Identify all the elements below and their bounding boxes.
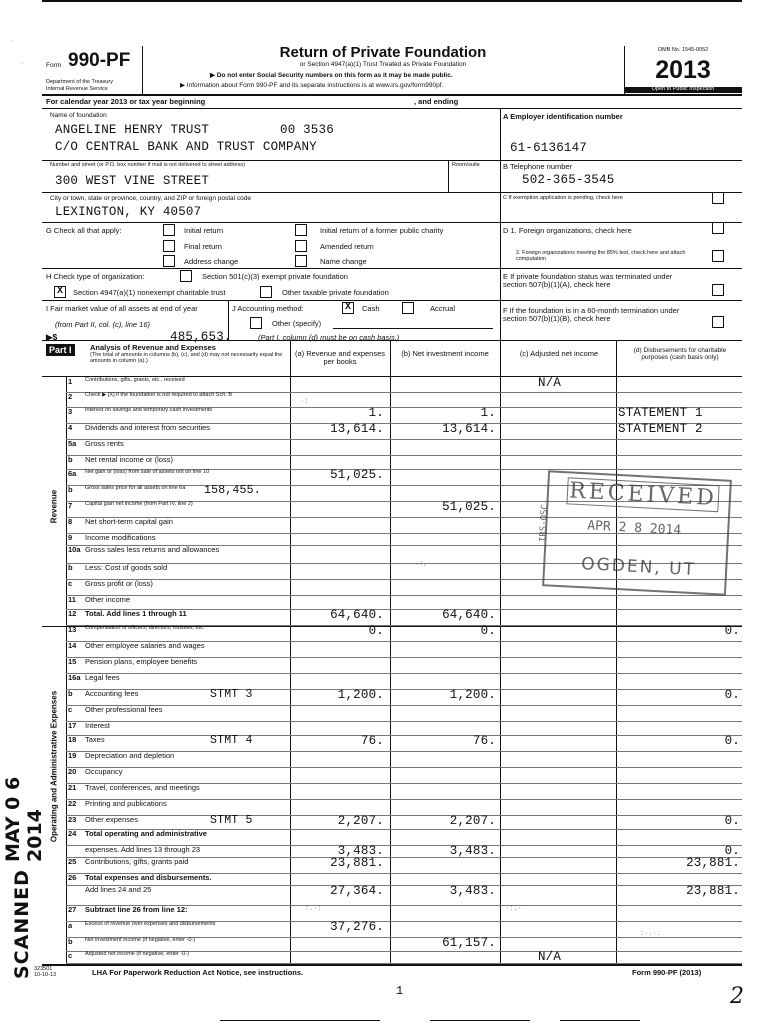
line-label: Interest on savings and temporary cash investments [85, 407, 213, 413]
line-label: Dividends and interest from securities [85, 423, 211, 432]
col-b-value: 76. [472, 734, 496, 748]
col-b-value: 13,614. [442, 422, 496, 436]
line-label: Adjusted net income (if negative, enter -0-) [85, 951, 189, 957]
col-a-value: 13,614. [330, 422, 384, 436]
col-a-value: 3,483. [337, 844, 384, 858]
f-checkbox[interactable] [712, 316, 724, 328]
line-number: b [68, 689, 73, 698]
line-number: 13 [68, 625, 77, 634]
initial-return-label: Initial return [184, 226, 224, 235]
line-label: Subtract line 26 from line 12: [85, 905, 188, 914]
part1-tag: Part I [46, 344, 75, 356]
col-a-value: 2,207. [337, 814, 384, 828]
received-stamp-city: OGDEN, UT [580, 554, 697, 581]
col-b-value: 1,200. [449, 688, 496, 702]
line-number: 1 [68, 377, 73, 386]
line-label: Net rental income or (loss) [85, 455, 173, 464]
h-4947-checkbox[interactable]: X [54, 286, 66, 298]
h-label: H Check type of organization: [46, 272, 145, 281]
line-number: 5a [68, 439, 77, 448]
col-b-header: (b) Net investment income [401, 349, 489, 358]
phone-value: 502-365-3545 [522, 173, 615, 187]
ein-value: 61-6136147 [510, 141, 588, 155]
line-number: 26 [68, 873, 77, 882]
initial-former-checkbox[interactable] [295, 224, 307, 236]
line-label: Accounting fees [85, 689, 139, 698]
line-label: Taxes [85, 735, 105, 744]
line-number: 12 [68, 609, 77, 618]
scan-speck: · [10, 38, 15, 46]
name-change-label: Name change [320, 257, 367, 266]
scanned-date: MAY 0 6 2014 [2, 776, 46, 862]
col-a-value: 23,881. [330, 856, 384, 870]
revenue-side-label: Revenue [49, 489, 59, 524]
room-label: Room/suite [452, 162, 480, 168]
initial-return-checkbox[interactable] [163, 224, 175, 236]
col-b-value: 1. [480, 406, 496, 420]
line-number: 8 [68, 517, 73, 526]
col-b-value: 0. [480, 624, 496, 638]
col-d-value: 0. [724, 734, 740, 748]
form-footer-ref: Form 990-PF (2013) [632, 968, 702, 977]
j-other-checkbox[interactable] [250, 317, 262, 329]
col-b-value: 2,207. [449, 814, 496, 828]
col-b-value: 61,157. [442, 936, 496, 950]
line-number: 27 [68, 905, 77, 914]
form-label: Form [46, 62, 62, 69]
foundation-name-1: ANGELINE HENRY TRUST [55, 123, 210, 137]
line-number: 7 [68, 501, 73, 510]
initial-former-label: Initial return of a former public charity [320, 226, 444, 235]
col-d-value: STATEMENT 2 [618, 422, 703, 436]
street-address: 300 WEST VINE STREET [55, 174, 210, 188]
line-number: 2 [68, 392, 73, 401]
dept-line2: Internal Revenue Service [46, 86, 108, 92]
line-number: b [68, 455, 73, 464]
col-c-value: N/A [538, 376, 562, 390]
h-501c3-label: Section 501(c)(3) exempt private foundation [202, 272, 348, 281]
col-a-value: 64,640. [330, 608, 384, 622]
h-other-checkbox[interactable] [260, 286, 272, 298]
d1-label: D 1. Foreign organizations, check here [503, 226, 632, 235]
line-label: Gross sales price for all assets on line 6a [85, 485, 186, 491]
col-a-value: 27,364. [330, 884, 384, 898]
received-stamp-title: RECEIVED [566, 477, 719, 512]
d2-label: 2. Foreign organizations meeting the 85% test, check here and attach computation [516, 250, 686, 262]
col-d-value: 0. [724, 844, 740, 858]
line-number: 24 [68, 829, 77, 838]
line-label: Net short-term capital gain [85, 517, 173, 526]
i-label: I Fair market value of all assets at end of year [46, 304, 198, 313]
line-label: Other income [85, 595, 131, 604]
line-label: Travel, conferences, and meetings [85, 783, 200, 792]
line-number: 19 [68, 751, 77, 760]
line-number: 25 [68, 857, 77, 866]
ssn-note: ▶ Do not enter Social Security numbers on this form as it may be made public. [210, 72, 453, 79]
line-label: Other expenses [85, 815, 138, 824]
received-stamp-date: APR 2 8 2014 [586, 518, 682, 539]
h-501c3-checkbox[interactable] [180, 270, 192, 282]
address-change-label: Address change [184, 257, 239, 266]
form-subtitle: or Section 4947(a)(1) Trust Treated as Private Foundation [299, 61, 467, 68]
j-cash-label: Cash [362, 304, 380, 313]
foundation-name-1b: 00 3536 [280, 123, 334, 137]
line-label: Occupancy [85, 767, 123, 776]
line-number: 16a [68, 673, 81, 682]
scan-speck: :.·: [305, 905, 322, 913]
line-number: c [68, 951, 73, 960]
scan-speck: ·:.· [505, 905, 522, 913]
footer-code: 323501 10-10-13 [34, 966, 57, 978]
col-c-header: (c) Adjusted net income [519, 349, 599, 358]
form-number: 990-PF [68, 50, 131, 71]
col-d-value: 23,881. [686, 884, 740, 898]
line-number: c [68, 705, 73, 714]
j-other-label: Other (specify) [272, 319, 322, 328]
j-cash-checkbox[interactable]: X [342, 302, 354, 314]
col-b-value: 51,025. [442, 500, 496, 514]
line-label: Net investment income (if negative, enter -0-) [85, 937, 196, 943]
col-d-value: 0. [724, 688, 740, 702]
j-accrual-checkbox[interactable] [402, 302, 414, 314]
exemption-checkbox[interactable] [712, 192, 724, 204]
line-label: Contributions, gifts, grants paid [85, 857, 189, 866]
line-label: Gross profit or (loss) [85, 579, 153, 588]
line-label: Check ▶ [X] if the foundation is not required to attach Sch. B [85, 392, 233, 398]
address-change-checkbox[interactable] [163, 255, 175, 267]
line-number: 18 [68, 735, 77, 744]
line-number: 9 [68, 533, 73, 542]
scan-speck: · [20, 60, 25, 68]
line-label: Net gain or (loss) from sale of assets not on line 10 [85, 469, 210, 475]
line-label: Other employee salaries and wages [85, 641, 205, 650]
col-d-value: 0. [724, 624, 740, 638]
page-number: 1 [396, 984, 404, 998]
col-b-value: 64,640. [442, 608, 496, 622]
line-label: Total. Add lines 1 through 11 [85, 609, 187, 618]
tax-year: 2013 [655, 56, 711, 84]
line-label: Printing and publications [85, 799, 167, 808]
line-statement-ref: 158,455. [204, 484, 261, 497]
line-number: 6a [68, 469, 77, 478]
city-label: City or town, state or province, country, and ZIP or foreign postal code [50, 195, 251, 202]
line-label: Compensation of officers, directors, trustees, etc. [85, 625, 205, 631]
col-a-value: 37,276. [330, 920, 384, 934]
received-stamp-code: IRS-OSC [538, 503, 551, 543]
line-number: 22 [68, 799, 77, 808]
col-d-header: (d) Disbursements for charitable purposes (cash basis only) [633, 347, 727, 362]
amended-return-label: Amended return [320, 242, 374, 251]
g-label: G Check all that apply: [46, 226, 122, 235]
scanned-word: SCANNED [11, 869, 33, 979]
line-label: Less: Cost of goods sold [85, 563, 168, 572]
line-number: 20 [68, 767, 77, 776]
j-label: J Accounting method: [232, 304, 304, 313]
line-label: Income modifications [85, 533, 156, 542]
info-note: ▶ Information about Form 990-PF and its separate instructions is at www.irs.gov/form990pf. [180, 82, 444, 89]
col-d-value: STATEMENT 1 [618, 406, 703, 420]
col-a-value: 1. [368, 406, 384, 420]
d2-checkbox[interactable] [712, 250, 724, 262]
col-b-value: 3,483. [449, 884, 496, 898]
i-sub: (from Part II, col. (c), line 16) [55, 320, 151, 329]
h-other-label: Other taxable private foundation [282, 288, 389, 297]
line-label: Gross rents [85, 439, 124, 448]
d1-checkbox[interactable] [712, 222, 724, 234]
line-number: 23 [68, 815, 77, 824]
j-accrual-label: Accrual [430, 304, 456, 313]
line-statement-ref: STMT 3 [210, 688, 253, 701]
omb-number: OMB No. 1545-0052 [657, 47, 709, 53]
line-number: 4 [68, 423, 73, 432]
line-statement-ref: STMT 5 [210, 814, 253, 827]
col-d-value: 0. [724, 814, 740, 828]
name-label: Name of foundation [50, 112, 107, 119]
line-label: Interest [85, 721, 111, 730]
line-number: 3 [68, 407, 73, 416]
j-note: (Part I, column (d) must be on cash basis.) [258, 333, 400, 342]
line-number: 11 [68, 595, 76, 604]
e-label: E If private foundation status was terminated under section 507(b)(1)(A), check here [503, 272, 673, 290]
street-label: Number and street (or P.O. box number if mail is not delivered to street address) [50, 162, 245, 168]
line-number: c [68, 579, 73, 588]
part1-heading-sub: (The total of amounts in columns (b), (c), and (d) may not necessarily equal the amounts in column (a).) [90, 352, 283, 364]
e-checkbox[interactable] [712, 284, 724, 296]
line-label: Depreciation and depletion [85, 751, 175, 760]
line-label: Contributions, gifts, grants, etc., received [85, 377, 185, 383]
line-number: a [68, 921, 73, 930]
col-a-value: 76. [360, 734, 384, 748]
calendar-year: For calendar year 2013 or tax year beginning [46, 97, 206, 106]
dept-line1: Department of the Treasury [46, 79, 113, 85]
line-label: Add lines 24 and 25 [85, 885, 152, 894]
line-number: b [68, 937, 73, 946]
part1-heading: Analysis of Revenue and Expenses [90, 343, 216, 352]
line-number: 10a [68, 545, 81, 554]
final-return-label: Final return [184, 242, 222, 251]
expenses-side-label: Operating and Administrative Expenses [49, 690, 59, 843]
line-label: Excess of revenue over expenses and disbursements [85, 921, 216, 927]
line-number: 15 [68, 657, 77, 666]
line-label: Other professional fees [85, 705, 163, 714]
scan-speck: .:, [415, 560, 428, 568]
line-number: b [68, 563, 73, 572]
h-4947-label: Section 4947(a)(1) nonexempt charitable trust [73, 288, 226, 297]
scan-speck: ·: [300, 398, 309, 406]
f-label: F If the foundation is in a 60-month termination under section 507(b)(1)(B), check here [503, 306, 680, 324]
line-number: 17 [68, 721, 77, 730]
i-fmv-value: 485,653. [170, 330, 232, 344]
line-statement-ref: STMT 4 [210, 734, 253, 747]
col-d-value: 23,881. [686, 856, 740, 870]
handwritten-number: 2 [730, 984, 744, 1009]
scan-speck: :·.·: [640, 930, 662, 938]
final-return-checkbox[interactable] [163, 240, 175, 252]
form-title: Return of Private Foundation [279, 44, 487, 61]
line-number: b [68, 485, 73, 494]
paperwork-notice: LHA For Paperwork Reduction Act Notice, see instructions. [92, 968, 304, 977]
public-inspection: Open to Public Inspection [624, 87, 742, 93]
phone-label: B Telephone number [503, 162, 573, 171]
name-change-checkbox[interactable] [295, 255, 307, 267]
line-number: 14 [68, 641, 77, 650]
exemption-label: C If exemption application is pending, check here [503, 195, 623, 201]
line-number: 21 [68, 783, 77, 792]
line-label: Pension plans, employee benefits [85, 657, 198, 666]
section-divider [42, 626, 742, 627]
col-c-value: N/A [538, 950, 562, 964]
line-label: Total expenses and disbursements. [85, 873, 212, 882]
col-a-value: 1,200. [337, 688, 384, 702]
and-ending: , and ending [414, 97, 459, 106]
city-state-zip: LEXINGTON, KY 40507 [55, 205, 202, 219]
line-label: expenses. Add lines 13 through 23 [85, 845, 201, 854]
amended-return-checkbox[interactable] [295, 240, 307, 252]
foundation-name-2: C/O CENTRAL BANK AND TRUST COMPANY [55, 140, 317, 154]
col-a-value: 0. [368, 624, 384, 638]
line-label: Legal fees [85, 673, 120, 682]
col-a-value: 51,025. [330, 468, 384, 482]
line-label: Gross sales less returns and allowances [85, 545, 220, 554]
line-label: Capital gain net income (from Part IV, line 2) [85, 501, 193, 507]
i-dollar: ▶$ [46, 332, 58, 342]
scanned-stamp [0, 730, 44, 990]
col-a-header: (a) Revenue and expenses per books [294, 349, 386, 367]
received-stamp [538, 470, 732, 595]
col-b-value: 3,483. [449, 844, 496, 858]
ein-label: A Employer identification number [503, 112, 623, 121]
line-label: Total operating and administrative [85, 829, 207, 838]
